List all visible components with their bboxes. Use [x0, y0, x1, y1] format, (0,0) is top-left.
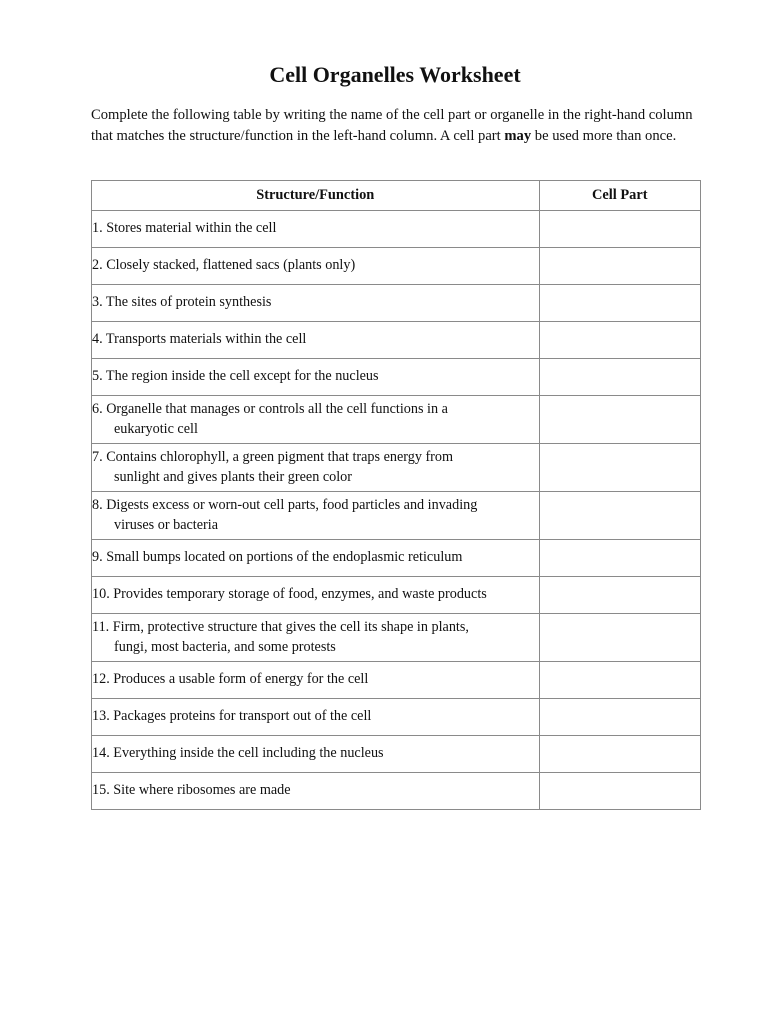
- function-text: 10. Provides temporary storage of food, enzymes, and waste products: [92, 586, 487, 603]
- function-text: 9. Small bumps located on portions of the endoplasmic reticulum: [92, 549, 463, 566]
- cell-part-answer-cell[interactable]: [539, 359, 700, 396]
- cell-part-answer-cell[interactable]: [539, 577, 700, 614]
- structure-function-cell: [92, 577, 540, 614]
- table-header-row: [92, 181, 701, 211]
- header-structure-function: Structure/Function: [92, 181, 540, 211]
- table-row: [92, 285, 701, 322]
- function-text: 12. Produces a usable form of energy for the cell: [92, 671, 369, 688]
- structure-function-cell: [92, 699, 540, 736]
- instructions: [91, 105, 703, 146]
- instructions-text-end: be used more than once.: [531, 127, 677, 144]
- function-text: 5. The region inside the cell except for the nucleus: [92, 368, 379, 385]
- cell-part-answer-cell[interactable]: [539, 322, 700, 359]
- cell-part-answer-cell[interactable]: [539, 540, 700, 577]
- cell-part-answer-cell[interactable]: [539, 614, 700, 662]
- table-row: [92, 359, 701, 396]
- cell-part-answer-cell[interactable]: [539, 211, 700, 248]
- structure-function-cell: [92, 773, 540, 810]
- cell-part-answer-cell[interactable]: [539, 492, 700, 540]
- function-text: 2. Closely stacked, flattened sacs (plants only): [92, 257, 356, 274]
- organelles-table: [91, 180, 701, 810]
- table-row: [92, 773, 701, 810]
- table-row: [92, 248, 701, 285]
- instructions-text: Complete the following table by writing the name of the cell part or organelle in the right-hand column that matches the structure/function in the left-hand column. A cell part: [91, 107, 693, 144]
- cell-part-answer-cell[interactable]: [539, 699, 700, 736]
- cell-part-answer-cell[interactable]: [539, 396, 700, 444]
- cell-part-answer-cell[interactable]: [539, 662, 700, 699]
- page-title: Cell Organelles Worksheet: [269, 62, 521, 87]
- structure-function-cell: [92, 444, 540, 492]
- function-text: 7. Contains chlorophyll, a green pigment that traps energy from: [92, 449, 454, 465]
- cell-part-answer-cell[interactable]: [539, 248, 700, 285]
- table-row: [92, 540, 701, 577]
- structure-function-cell: [92, 322, 540, 359]
- cell-part-answer-cell[interactable]: [539, 773, 700, 810]
- function-text: 6. Organelle that manages or controls all the cell functions in a: [92, 401, 448, 417]
- structure-function-cell: [92, 211, 540, 248]
- table-row: [92, 211, 701, 248]
- header-cell-part: Cell Part: [539, 181, 700, 211]
- structure-function-cell: [92, 736, 540, 773]
- function-text: 11. Firm, protective structure that gives the cell its shape in plants,: [92, 619, 469, 635]
- cell-part-answer-cell[interactable]: [539, 736, 700, 773]
- table-row: [92, 444, 701, 492]
- function-text: 3. The sites of protein synthesis: [92, 294, 272, 311]
- cell-part-answer-cell[interactable]: [539, 285, 700, 322]
- structure-function-cell: [92, 662, 540, 699]
- instructions-emphasis: may: [504, 127, 532, 144]
- function-text-continued: viruses or bacteria: [114, 516, 218, 533]
- cell-part-answer-cell[interactable]: [539, 444, 700, 492]
- function-text: 14. Everything inside the cell including the nucleus: [92, 745, 384, 762]
- function-text: 1. Stores material within the cell: [92, 220, 277, 237]
- table-row: [92, 699, 701, 736]
- table-row: [92, 492, 701, 540]
- function-text: 8. Digests excess or worn-out cell parts, food particles and invading: [92, 497, 478, 513]
- function-text: 4. Transports materials within the cell: [92, 331, 307, 348]
- table-row: [92, 614, 701, 662]
- function-text-continued: fungi, most bacteria, and some protests: [114, 638, 336, 655]
- table-row: [92, 322, 701, 359]
- structure-function-cell: [92, 285, 540, 322]
- structure-function-cell: [92, 359, 540, 396]
- table-row: [92, 736, 701, 773]
- structure-function-cell: [92, 492, 540, 540]
- table-row: [92, 662, 701, 699]
- table-row: [92, 396, 701, 444]
- structure-function-cell: [92, 540, 540, 577]
- structure-function-cell: [92, 396, 540, 444]
- function-text-continued: sunlight and gives plants their green color: [114, 468, 352, 485]
- structure-function-cell: [92, 614, 540, 662]
- structure-function-cell: [92, 248, 540, 285]
- function-text: 15. Site where ribosomes are made: [92, 782, 291, 799]
- function-text-continued: eukaryotic cell: [114, 420, 198, 437]
- function-text: 13. Packages proteins for transport out of the cell: [92, 708, 372, 725]
- table-row: [92, 577, 701, 614]
